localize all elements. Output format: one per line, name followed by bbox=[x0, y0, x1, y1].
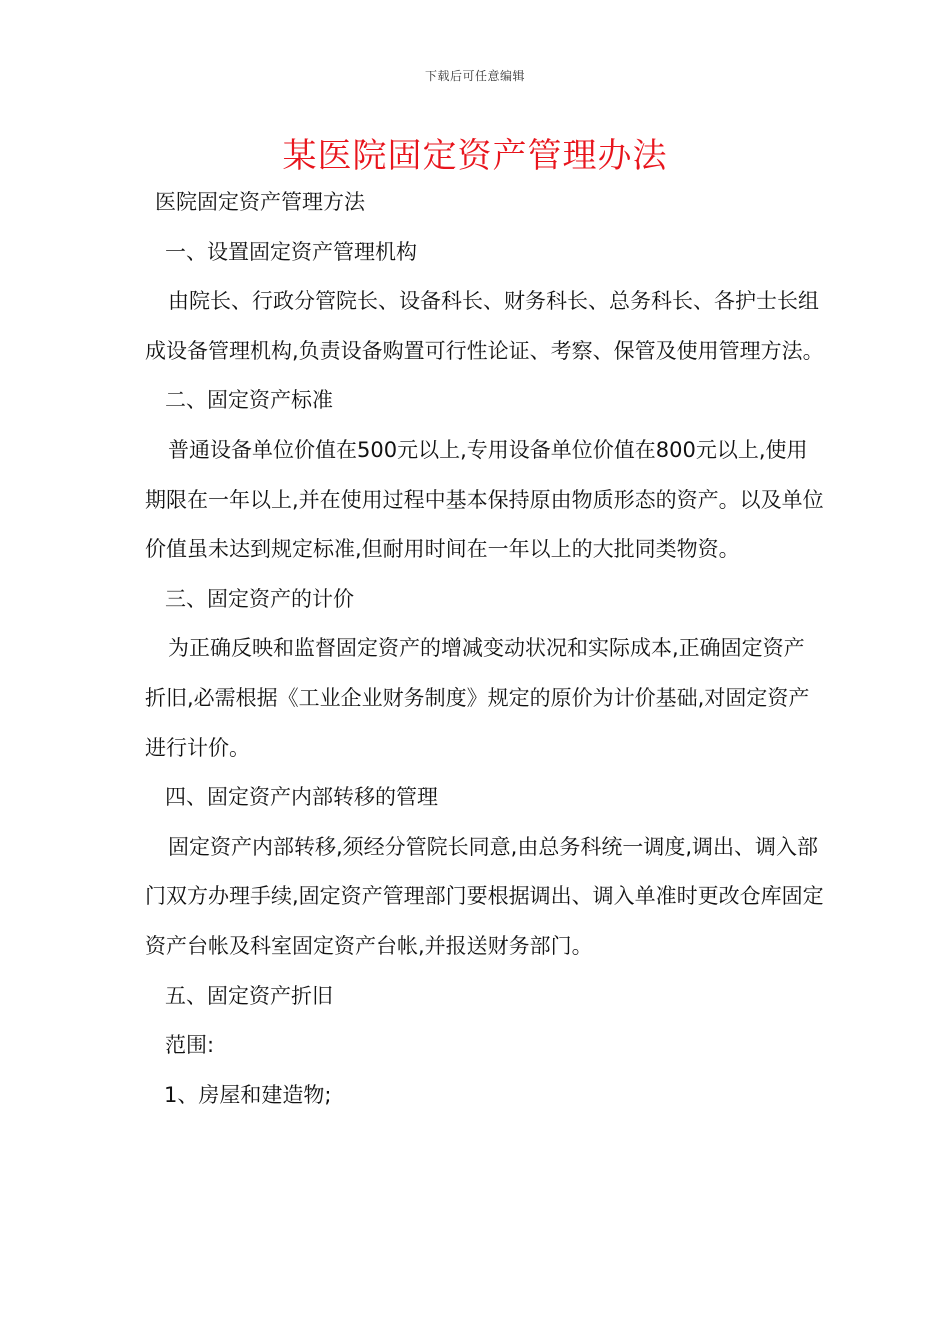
section-paragraph: 普通设备单位价值在500元以上,专用设备单位价值在800元以上,使用期限在一年以上,并在使用过程中基本保持原由物质形态的资产。以及单位价值虽未达到规定标准,但耐用时间在一年以上的大批同类物资。 bbox=[145, 437, 824, 562]
document-body bbox=[145, 178, 825, 1120]
section-heading: 四、固定资产内部转移的管理 bbox=[165, 785, 438, 810]
section-heading: 五、固定资产折旧 bbox=[165, 983, 333, 1008]
section-heading: 二、固定资产标准 bbox=[165, 388, 333, 413]
document-subtitle: 医院固定资产管理方法 bbox=[155, 190, 365, 214]
section-heading: 三、固定资产的计价 bbox=[165, 586, 354, 611]
section-heading: 一、设置固定资产管理机构 bbox=[165, 239, 417, 264]
header-note: 下载后可任意编辑 bbox=[424, 69, 525, 83]
list-item: 1、房屋和建造物; bbox=[164, 1082, 332, 1107]
section-paragraph: 由院长、行政分管院长、设备科长、财务科长、总务科长、各护士长组成设备管理机构,负责设备购置可行性论证、考察、保管及使用管理方法。 bbox=[145, 289, 824, 363]
section-paragraph: 固定资产内部转移,须经分管院长同意,由总务科统一调度,调出、调入部门双方办理手续,固定资产管理部门要根据调出、调入单准时更改仓库固定资产台帐及科室固定资产台帐,并报送财务部门。 bbox=[145, 834, 824, 958]
scope-label: 范围: bbox=[165, 1033, 215, 1058]
section-paragraph: 为正确反映和监督固定资产的增减变动状况和实际成本,正确固定资产折旧,必需根据《工业企业财务制度》规定的原价为计价基础,对固定资产进行计价。 bbox=[145, 636, 810, 760]
document-title: 某医院固定资产管理办法 bbox=[282, 136, 668, 176]
